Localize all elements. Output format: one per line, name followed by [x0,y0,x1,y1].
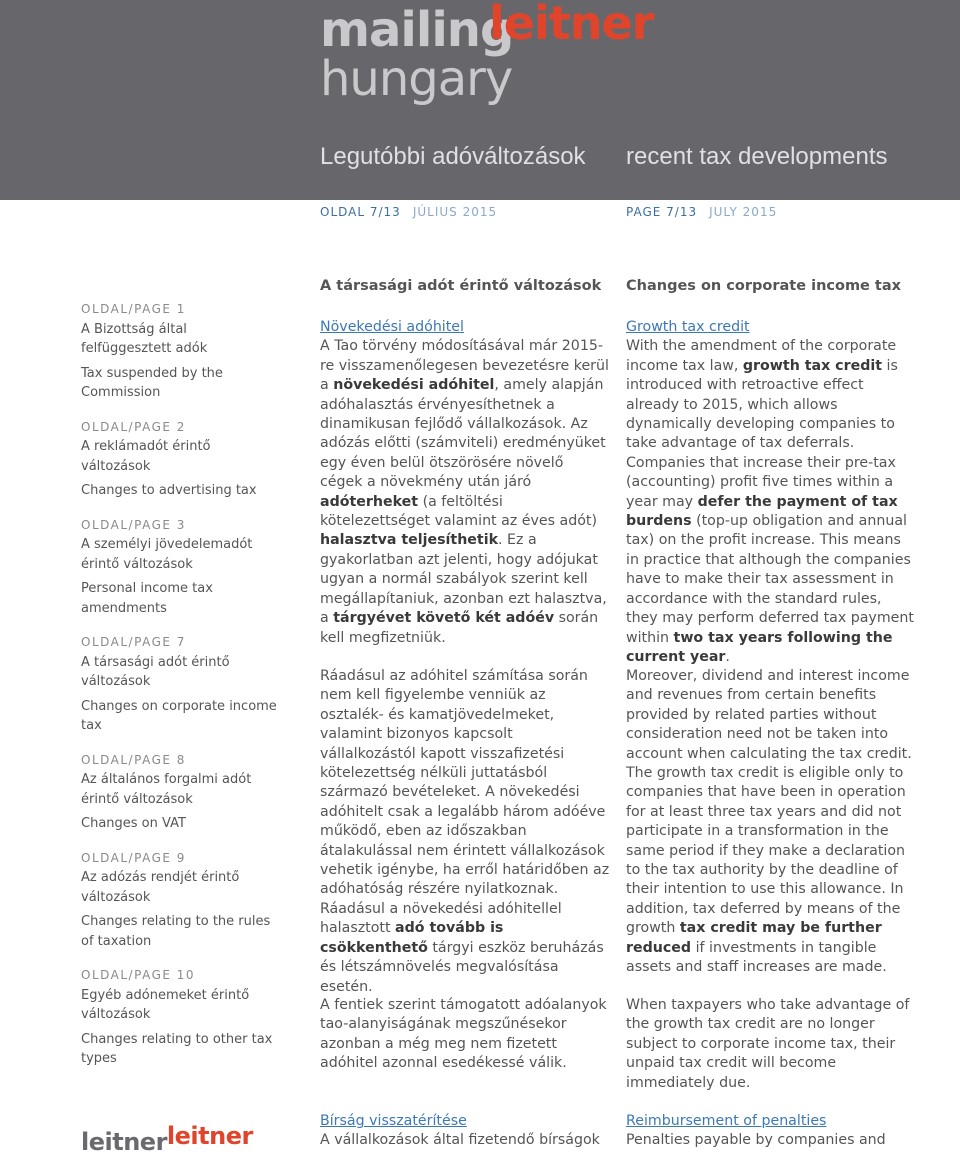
article-en-block3 [626,996,916,1093]
article-hu-block3 [320,996,610,1074]
footer-logo-red: leitner [166,1122,253,1150]
page-number-en: PAGE 7/13 [626,205,698,219]
toc-title-hu: A Bizottság által felfüggesztett adók [81,321,208,356]
article-hu-block1 [320,318,610,648]
toc-title-hu: A reklámadót érintő változások [81,439,211,474]
toc-item[interactable] [81,751,281,834]
paragraph: Penalties payable by companies and [626,1132,886,1149]
section-heading-hu: A társasági adót érintő változások [320,278,602,294]
paragraph: Ráadásul a növekedési adóhitellel halasztott adó tovább is csökkenthető tárgyi eszköz beruházás és létszámnövelés megvalósítása esetén. [320,900,604,995]
toc-title-hu: Az általános forgalmi adót érintő változások [81,772,252,807]
article-hu-block2 [320,667,610,997]
toc-title-hu: A személyi jövedelemadót érintő változások [81,537,253,572]
subheading-growth-credit-en: Growth tax credit [626,319,750,335]
toc-title-en: Changes on corporate income tax [81,698,277,733]
article-en-block4 [626,1112,916,1151]
toc-item[interactable] [81,966,281,1069]
paragraph: With the amendment of the corporate income tax law, growth tax credit is introduced with retroactive effect already to 2015, which allows dynamically developing companies to take advantage of tax deferrals. Companies that increase their pre-tax (accounting) profit five times within a year may defer the payment of tax burdens (top-up obligation and annual tax) on the profit increase. This means in practice that although the companies have to make their tax assessment in accordance with the standard rules, they may perform deferred tax payment within two tax years following the current year. [626,338,914,665]
header-meta-hu [320,205,497,219]
article-en-block2 [626,667,916,978]
toc-title-hu: A társasági adót érintő változások [81,654,230,689]
paragraph: When taxpayers who take advantage of the growth tax credit are no longer subject to corporate income tax, their unpaid tax credit will become immediately due. [626,997,910,1091]
subheading-penalties-hu: Bírság visszatérítése [320,1113,467,1129]
header-band [0,0,960,200]
subheading-growth-credit-hu: Növekedési adóhitel [320,319,464,335]
toc-page-label: OLDAL/PAGE 10 [81,968,196,982]
subheading-penalties-en: Reimbursement of penalties [626,1113,827,1129]
paragraph: Ráadásul az adóhitel számítása során nem kell figyelembe venniük az osztalék- és kamatjövedelmeket, valamint bizonyos kapcsolt vállalkozástól kapott visszafizetési kötelezettség nélküli juttatásból származó bevételeket. A növekedési adóhitelt csak a legalább három adóéve működő, eben az időszakban átalakulással nem érintett vállalkozások vehetik igénybe, ha erről határidőben az adóhatóság részére nyilatkoznak. [320,668,610,898]
article-en-block1 [626,318,916,667]
section-heading-en: Changes on corporate income tax [626,278,902,294]
toc-item[interactable] [81,418,281,501]
toc-title-hu: Egyéb adónemeket érintő változások [81,987,250,1022]
toc-page-label: OLDAL/PAGE 2 [81,419,186,434]
paragraph: A Tao törvény módosításával már 2015-re visszamenőlegesen bevezetésre kerül a növekedési adóhitel, amely alapján adóhalasztás érvényesíthetnek a dinamikusan fejlődő vállalkozások. Az adózás előtti (számviteli) eredményüket egy éven belül ötszörösére növelő cégek a növekmény után járó adóterheket (a feltöltési kötelezettséget valamint az éves adót) halasztva teljesíthetik. Ez a gyakorlatban azt jelenti, hogy adójukat ugyan a normál szabályok szerint kell megállapítaniuk, azonban ezt halasztva, a tárgyévet követő két adóév során kell megfizetniük. [320,338,609,646]
toc-title-hu: Az adózás rendjét érintő változások [81,870,240,905]
toc-page-label: OLDAL/PAGE 1 [81,302,186,316]
paragraph: Moreover, dividend and interest income and revenues from certain benefits provided by related parties without consideration need not be taken into account when calculating the tax credit. The growth tax credit is eligible only to companies that have been in operation for at least three tax years and did not participate in a transformation in the same period if they make a declaration to the tax authority by the deadline of their intention to use this allowance. In addition, tax deferred by means of the growth tax credit may be further reduced if investments in tangible assets and staff increases are made. [626,668,912,976]
article-hu-block4 [320,1112,610,1151]
toc-title-en: Personal income tax amendments [81,581,213,616]
header-title-en: recent tax developments [626,143,888,170]
toc-item[interactable] [81,633,281,736]
footer-logo-grey: leitner [81,1128,167,1156]
toc-title-en: Changes relating to other tax types [81,1031,273,1066]
header-meta-en [626,205,777,219]
toc-title-en: Tax suspended by the Commission [81,365,223,400]
brand-hungary: hungary [320,51,513,107]
toc-item[interactable] [81,516,281,619]
toc-item[interactable] [81,849,281,952]
date-hu: JÚLIUS 2015 [412,205,498,219]
page-number-hu: OLDAL 7/13 [320,205,401,219]
date-en: JULY 2015 [709,205,778,219]
paragraph: A fentiek szerint támogatott adóalanyok tao-alanyiságának megszűnésekor azonban a még meg nem fizetett adóhitel azonnal esedékessé válik. [320,997,607,1072]
brand-mailing: mailing [320,2,514,58]
toc-page-label: OLDAL/PAGE 3 [81,517,186,532]
toc-page-label: OLDAL/PAGE 8 [81,752,186,767]
footer-logo [81,1122,253,1156]
table-of-contents [81,300,281,1084]
toc-item[interactable] [81,300,281,403]
toc-page-label: OLDAL/PAGE 9 [81,850,186,865]
header-title-hu: Legutóbbi adóváltozások [320,143,586,170]
toc-title-en: Changes on VAT [81,816,186,831]
toc-page-label: OLDAL/PAGE 7 [81,635,186,649]
toc-title-en: Changes to advertising tax [81,483,257,498]
paragraph: A vállalkozások által fizetendő bírságok [320,1132,600,1149]
toc-title-en: Changes relating to the rules of taxation [81,914,271,949]
brand-leitner: leitner [489,0,654,50]
